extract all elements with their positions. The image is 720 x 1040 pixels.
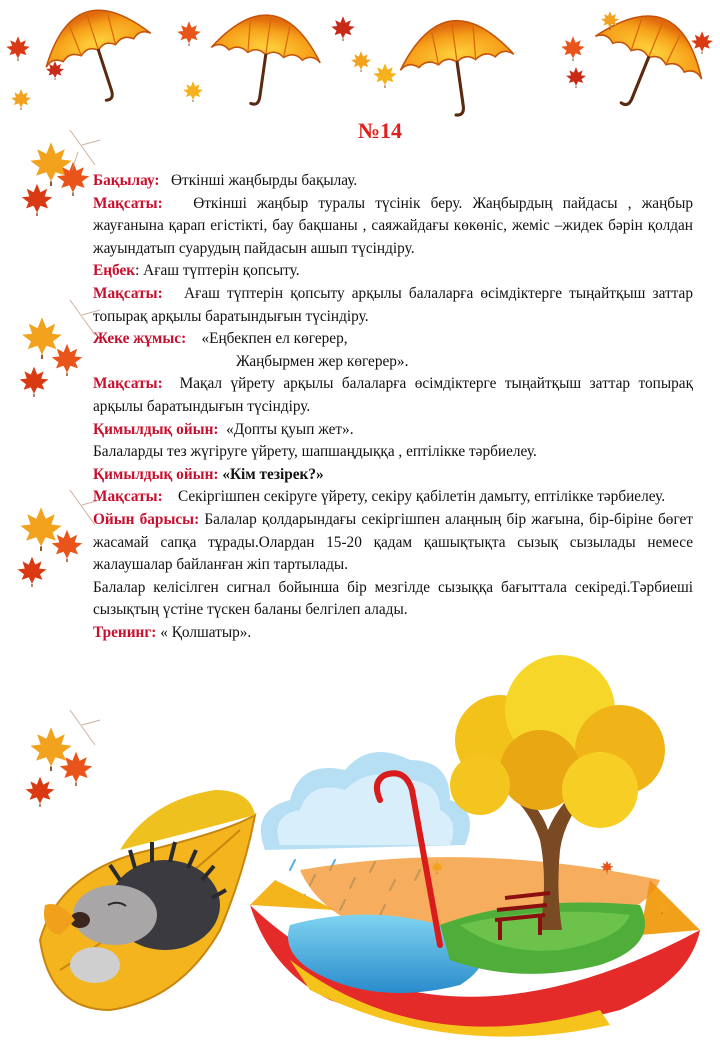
goal-paragraph-4 bbox=[93, 486, 693, 509]
observation-line bbox=[93, 170, 693, 193]
training-text: « Қолшатыр». bbox=[160, 623, 252, 641]
labor-label: Еңбек bbox=[93, 262, 136, 280]
goal-label-4: Мақсаты: bbox=[93, 488, 163, 506]
game-progress-text: Балалар қолдарындағы секіргішпен алаңның бір жағына, бір-біріне бөгет жасамай сапқа тұрады.Олардан 15-20 қадам қашықтықта сызық сызылады немесе жалаушалар байланған жіп тартылады. bbox=[93, 510, 693, 574]
game-line-1 bbox=[93, 419, 693, 442]
umbrella-icon bbox=[395, 13, 522, 122]
goal-text-4: Секіргішпен секіруге үйрету, секіру қабілетін дамыту, ептілікке тәрбиелеу. bbox=[177, 488, 666, 506]
labor-text: : Ағаш түптерін қопсыту. bbox=[135, 262, 300, 280]
goal-text-1: Өткінші жаңбыр туралы түсінік беру. Жаңбырдың пайдасы , жаңбыр жауғанына қарап егістікті, бау бақшаны , саяжайдағы көкөніс, жеміс –жидек бәрін қолдан жауындатып суарудың пайдасын ашып түсіндіру. bbox=[93, 194, 693, 257]
observation-label: Бақылау: bbox=[93, 172, 160, 189]
goal-paragraph-3 bbox=[93, 373, 693, 418]
goal-label-2: Мақсаты: bbox=[93, 284, 163, 302]
autumn-umbrella-scene bbox=[250, 655, 700, 1037]
goal-text-2: Ағаш түптерін қопсыту арқылы балаларға өсімдіктерге тыңайтқыш заттар топырақ арқылы баратындығын түсіндіру. bbox=[93, 284, 693, 325]
observation-text: Өткінші жаңбырды бақылау. bbox=[171, 172, 358, 189]
umbrella-icon bbox=[576, 0, 717, 128]
goal-text-3: Мақал үйрету арқылы балаларға өсімдіктерге тыңайтқыш заттар топырақ арқылы баратындығын түсіндіру. bbox=[93, 375, 693, 415]
umbrella-icon bbox=[34, 0, 167, 115]
proverb-line-1: «Еңбекпен ел көгерер, bbox=[201, 330, 348, 348]
game-progress-label: Ойын барысы: bbox=[93, 510, 200, 528]
game-desc-line bbox=[93, 441, 693, 464]
lesson-content bbox=[93, 170, 693, 644]
game-progress-paragraph-2 bbox=[93, 577, 693, 622]
game-title-1: «Допты қуып жет». bbox=[226, 420, 354, 438]
labor-line bbox=[93, 260, 693, 283]
individual-work-line bbox=[93, 328, 693, 351]
game-progress-text-2: Балалар келісілген сигнал бойынша бір мезгілде сызыққа бағыттала секіреді.Тәрбиеші сызықтың үстіне түскен баланы белгілеп алады. bbox=[93, 578, 693, 619]
training-line bbox=[93, 622, 693, 645]
goal-label-3: Мақсаты: bbox=[93, 375, 163, 393]
training-label: Тренинг: bbox=[93, 623, 157, 641]
proverb-line-2: Жаңбырмен жер көгерер». bbox=[236, 352, 409, 370]
page-title: №14 bbox=[357, 118, 403, 143]
game-title-2: «Кім тезірек?» bbox=[222, 465, 324, 483]
goal-paragraph-1 bbox=[93, 193, 693, 261]
umbrella-icon bbox=[204, 8, 326, 113]
proverb-line-2-row bbox=[93, 351, 693, 374]
game-line-2 bbox=[93, 464, 693, 487]
maple-leaf-icon bbox=[18, 142, 93, 808]
individual-work-label: Жеке жұмыс: bbox=[93, 330, 187, 348]
game-label-2: Қимылдық ойын: bbox=[93, 465, 219, 483]
game-label-1: Қимылдық ойын: bbox=[93, 420, 219, 438]
hedgehog-illustration bbox=[40, 790, 255, 1010]
game-progress-paragraph bbox=[93, 509, 693, 577]
game-desc-1: Балаларды тез жүгіруге үйрету, шапшаңдыққа , ептілікке тәрбиелеу. bbox=[93, 443, 537, 461]
goal-paragraph-2 bbox=[93, 283, 693, 328]
goal-label-1: Мақсаты: bbox=[93, 194, 163, 212]
